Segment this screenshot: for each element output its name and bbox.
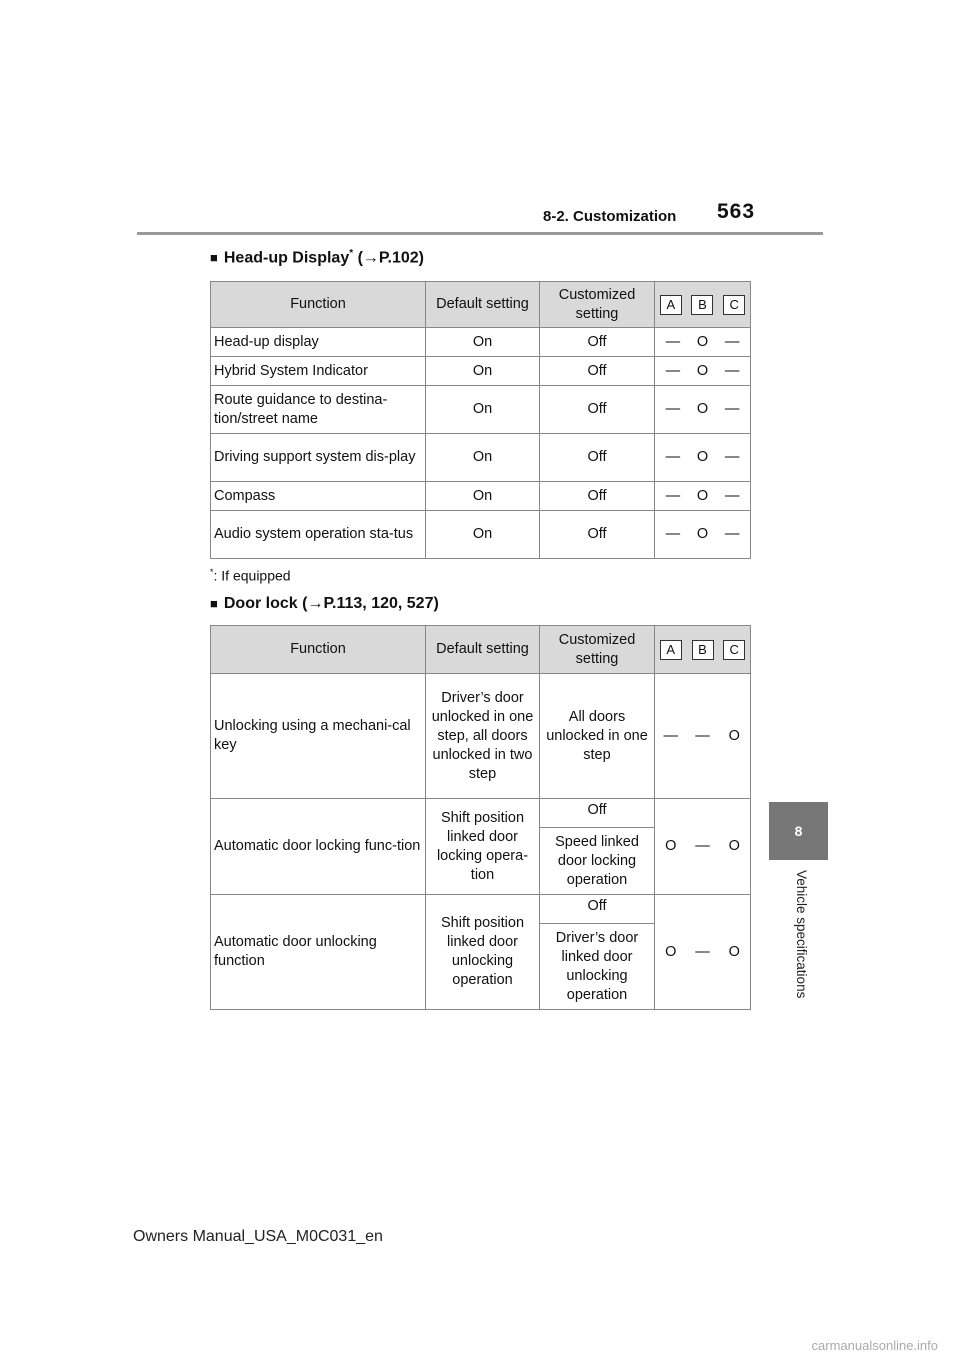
chapter-number: 8 xyxy=(794,823,803,839)
square-bullet-icon: ■ xyxy=(210,596,218,611)
column-header-customized: Customized setting xyxy=(540,626,655,674)
column-header-customized: Customized setting xyxy=(540,282,655,328)
head-up-display-table xyxy=(210,281,751,559)
column-header-c: C xyxy=(719,626,751,674)
table-row: Hybrid System Indicator On Off — O — xyxy=(211,357,751,386)
page-reference[interactable]: (→P.113, 120, 527) xyxy=(302,595,439,612)
table-row: Speed linked door locking operation xyxy=(211,828,751,895)
label-c: C xyxy=(723,295,745,315)
table-row: Route guidance to destina-tion/street name On Off — O — xyxy=(211,386,751,434)
chapter-side-label: Vehicle specifications xyxy=(794,870,809,999)
column-header-function: Function xyxy=(211,282,426,328)
header-section-title: 8-2. Customization xyxy=(543,208,677,225)
table-row: Unlocking using a mechani-cal key Driver’s door unlocked in one step, all doors unlocked in two step All doors unlocked in one step — — O xyxy=(211,674,751,799)
chapter-tab[interactable] xyxy=(769,802,828,860)
footnote: *: If equipped xyxy=(210,567,291,584)
header-rule xyxy=(137,232,823,235)
table-row: Automatic door unlocking function Shift position linked door unlocking operation Off O — O xyxy=(211,895,751,924)
table-row: Audio system operation sta-tus On Off — O — xyxy=(211,511,751,559)
table-row: Driving support system dis-play On Off — O — xyxy=(211,434,751,482)
square-bullet-icon: ■ xyxy=(210,250,218,266)
section-title-head-up-display: ■ Head-up Display* (→P.102) xyxy=(210,248,424,267)
column-header-abc xyxy=(655,282,751,328)
table-row: Driver’s door linked door unlocking operation xyxy=(211,924,751,1010)
column-header-default: Default setting xyxy=(426,626,540,674)
label-a: A xyxy=(660,295,682,315)
table-row: Automatic door locking func-tion Shift position linked door locking opera-tion Off O — O xyxy=(211,799,751,828)
column-header-b: B xyxy=(687,626,719,674)
table-row: Compass On Off — O — xyxy=(211,482,751,511)
page-reference[interactable]: (→P.102) xyxy=(357,249,424,267)
column-header-a: A xyxy=(655,626,687,674)
watermark: carmanualsonline.info xyxy=(811,1338,938,1353)
label-b: B xyxy=(691,295,713,315)
footer-manual-id: Owners Manual_USA_M0C031_en xyxy=(133,1228,383,1245)
column-header-default: Default setting xyxy=(426,282,540,328)
door-lock-table xyxy=(210,625,751,1010)
column-header-function: Function xyxy=(211,626,426,674)
page-number: 563 xyxy=(717,200,756,223)
section-title-door-lock: ■ Door lock (→P.113, 120, 527) xyxy=(210,595,439,612)
table-row: Head-up display On Off — O — xyxy=(211,328,751,357)
